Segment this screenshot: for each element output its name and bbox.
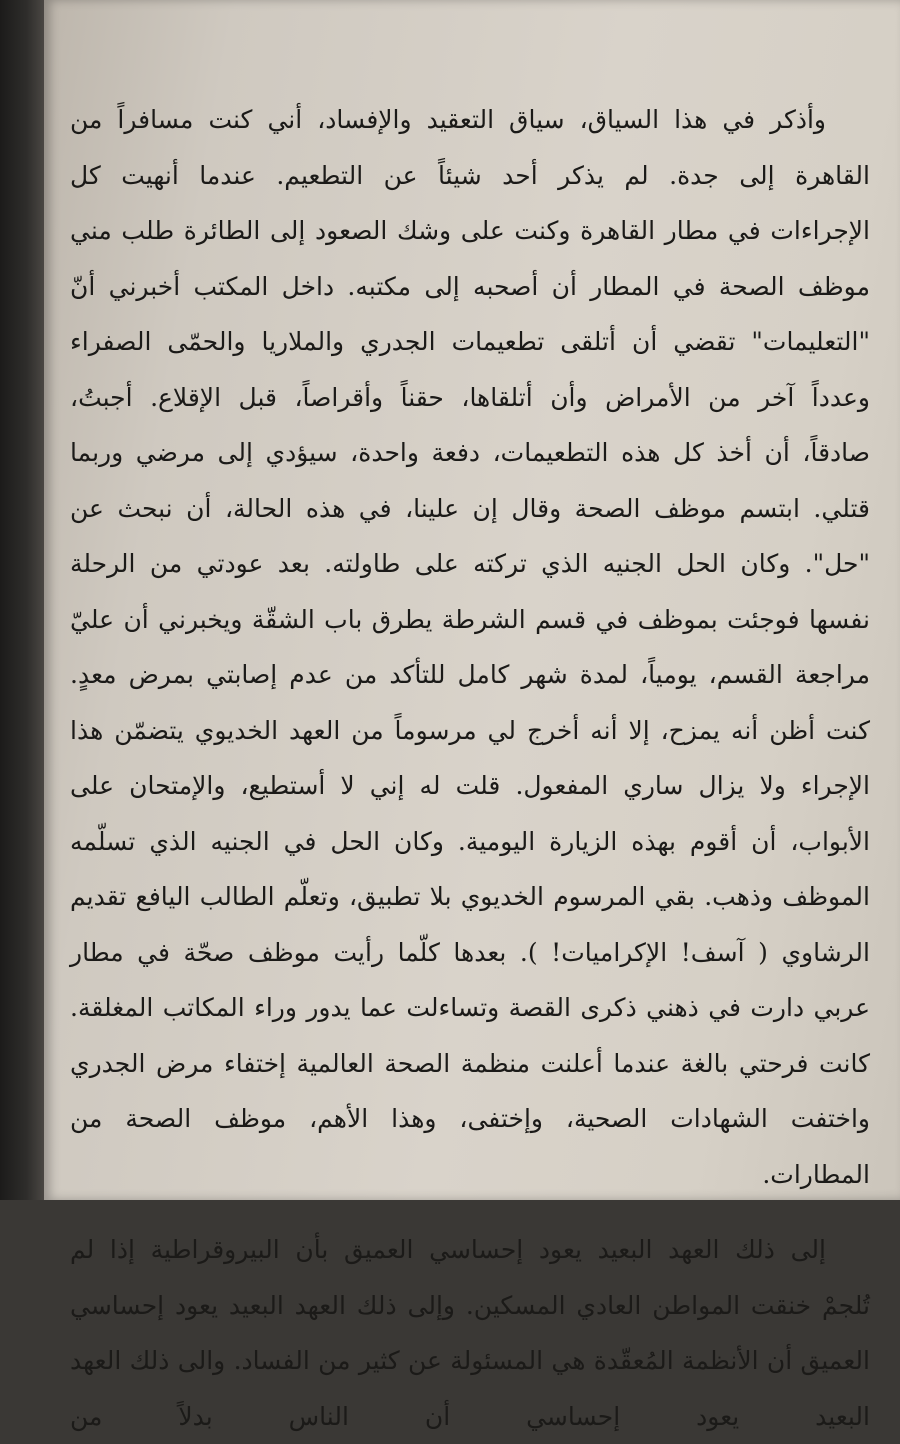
text-line: الرشاوي ( آسف! الإكراميات! ). بعدها كلّما رأيت موظف صحّة في مطار [70,925,870,981]
text-line: الإجراء ولا يزال ساري المفعول. قلت له إني لا أستطيع، والإمتحان على [70,758,870,814]
text-line: موظف الصحة في المطار أن أصحبه إلى مكتبه. داخل المكتب أخبرني أنّ [70,259,870,315]
text-line: الإجراءات في مطار القاهرة وكنت على وشك الصعود إلى الطائرة طلب مني [70,203,870,259]
text-line: "حل". وكان الحل الجنيه الذي تركته على طاولته. بعد عودتي من الرحلة [70,536,870,592]
text-line: القاهرة إلى جدة. لم يذكر أحد شيئاً عن التطعيم. عندما أنهيت كل [70,148,870,204]
text-line: كنت أظن أنه يمزح، إلا أنه أخرج لي مرسوماً من العهد الخديوي يتضمّن هذا [70,703,870,759]
text-line: الموظف وذهب. بقي المرسوم الخديوي بلا تطبيق، وتعلّم الطالب اليافع تقديم [70,869,870,925]
text-line: واختفت الشهادات الصحية، وإختفى، وهذا الأهم، موظف الصحة من [70,1091,870,1147]
page-text [70,92,870,1444]
book-page [44,0,900,1200]
text-line: وعدداً آخر من الأمراض وأن أتلقاها، حقناً وأقراصاً، قبل الإقلاع. أجبتُ، [70,370,870,426]
text-line: مراجعة القسم، يومياً، لمدة شهر كامل للتأكد من عدم إصابتي بمرض معدٍ. [70,647,870,703]
text-line: تُلجمْ خنقت المواطن العادي المسكين. وإلى ذلك العهد البعيد يعود إحساسي [70,1278,870,1334]
text-line: المطارات. [70,1147,870,1203]
text-line: وأذكر في هذا السياق، سياق التعقيد والإفساد، أني كنت مسافراً من [70,92,870,148]
paragraph-gap [70,1202,870,1222]
text-line: عربي دارت في ذهني ذكرى القصة وتساءلت عما يدور وراء المكاتب المغلقة. [70,980,870,1036]
book-gutter-shadow [0,0,44,1200]
text-line: البعيد يعود إحساسي أن الناس بدلاً من [70,1389,870,1444]
text-line: "التعليمات" تقضي أن أتلقى تطعيمات الجدري والملاريا والحمّى الصفراء [70,314,870,370]
text-line: نفسها فوجئت بموظف في قسم الشرطة يطرق باب الشقّة ويخبرني أن عليّ [70,592,870,648]
text-line: صادقاً، أن أخذ كل هذه التطعيمات، دفعة واحدة، سيؤدي إلى مرضي وربما [70,425,870,481]
text-line: إلى ذلك العهد البعيد يعود إحساسي العميق بأن البيروقراطية إذا لم [70,1222,870,1278]
text-line: كانت فرحتي بالغة عندما أعلنت منظمة الصحة العالمية إختفاء مرض الجدري [70,1036,870,1092]
text-line: العميق أن الأنظمة المُعقّدة هي المسئولة عن كثير من الفساد. والى ذلك العهد [70,1333,870,1389]
text-line: قتلي. ابتسم موظف الصحة وقال إن علينا، في هذه الحالة، أن نبحث عن [70,481,870,537]
paragraph-1 [70,92,870,1202]
paragraph-2 [70,1222,870,1444]
text-line: الأبواب، أن أقوم بهذه الزيارة اليومية. وكان الحل في الجنيه الذي تسلّمه [70,814,870,870]
